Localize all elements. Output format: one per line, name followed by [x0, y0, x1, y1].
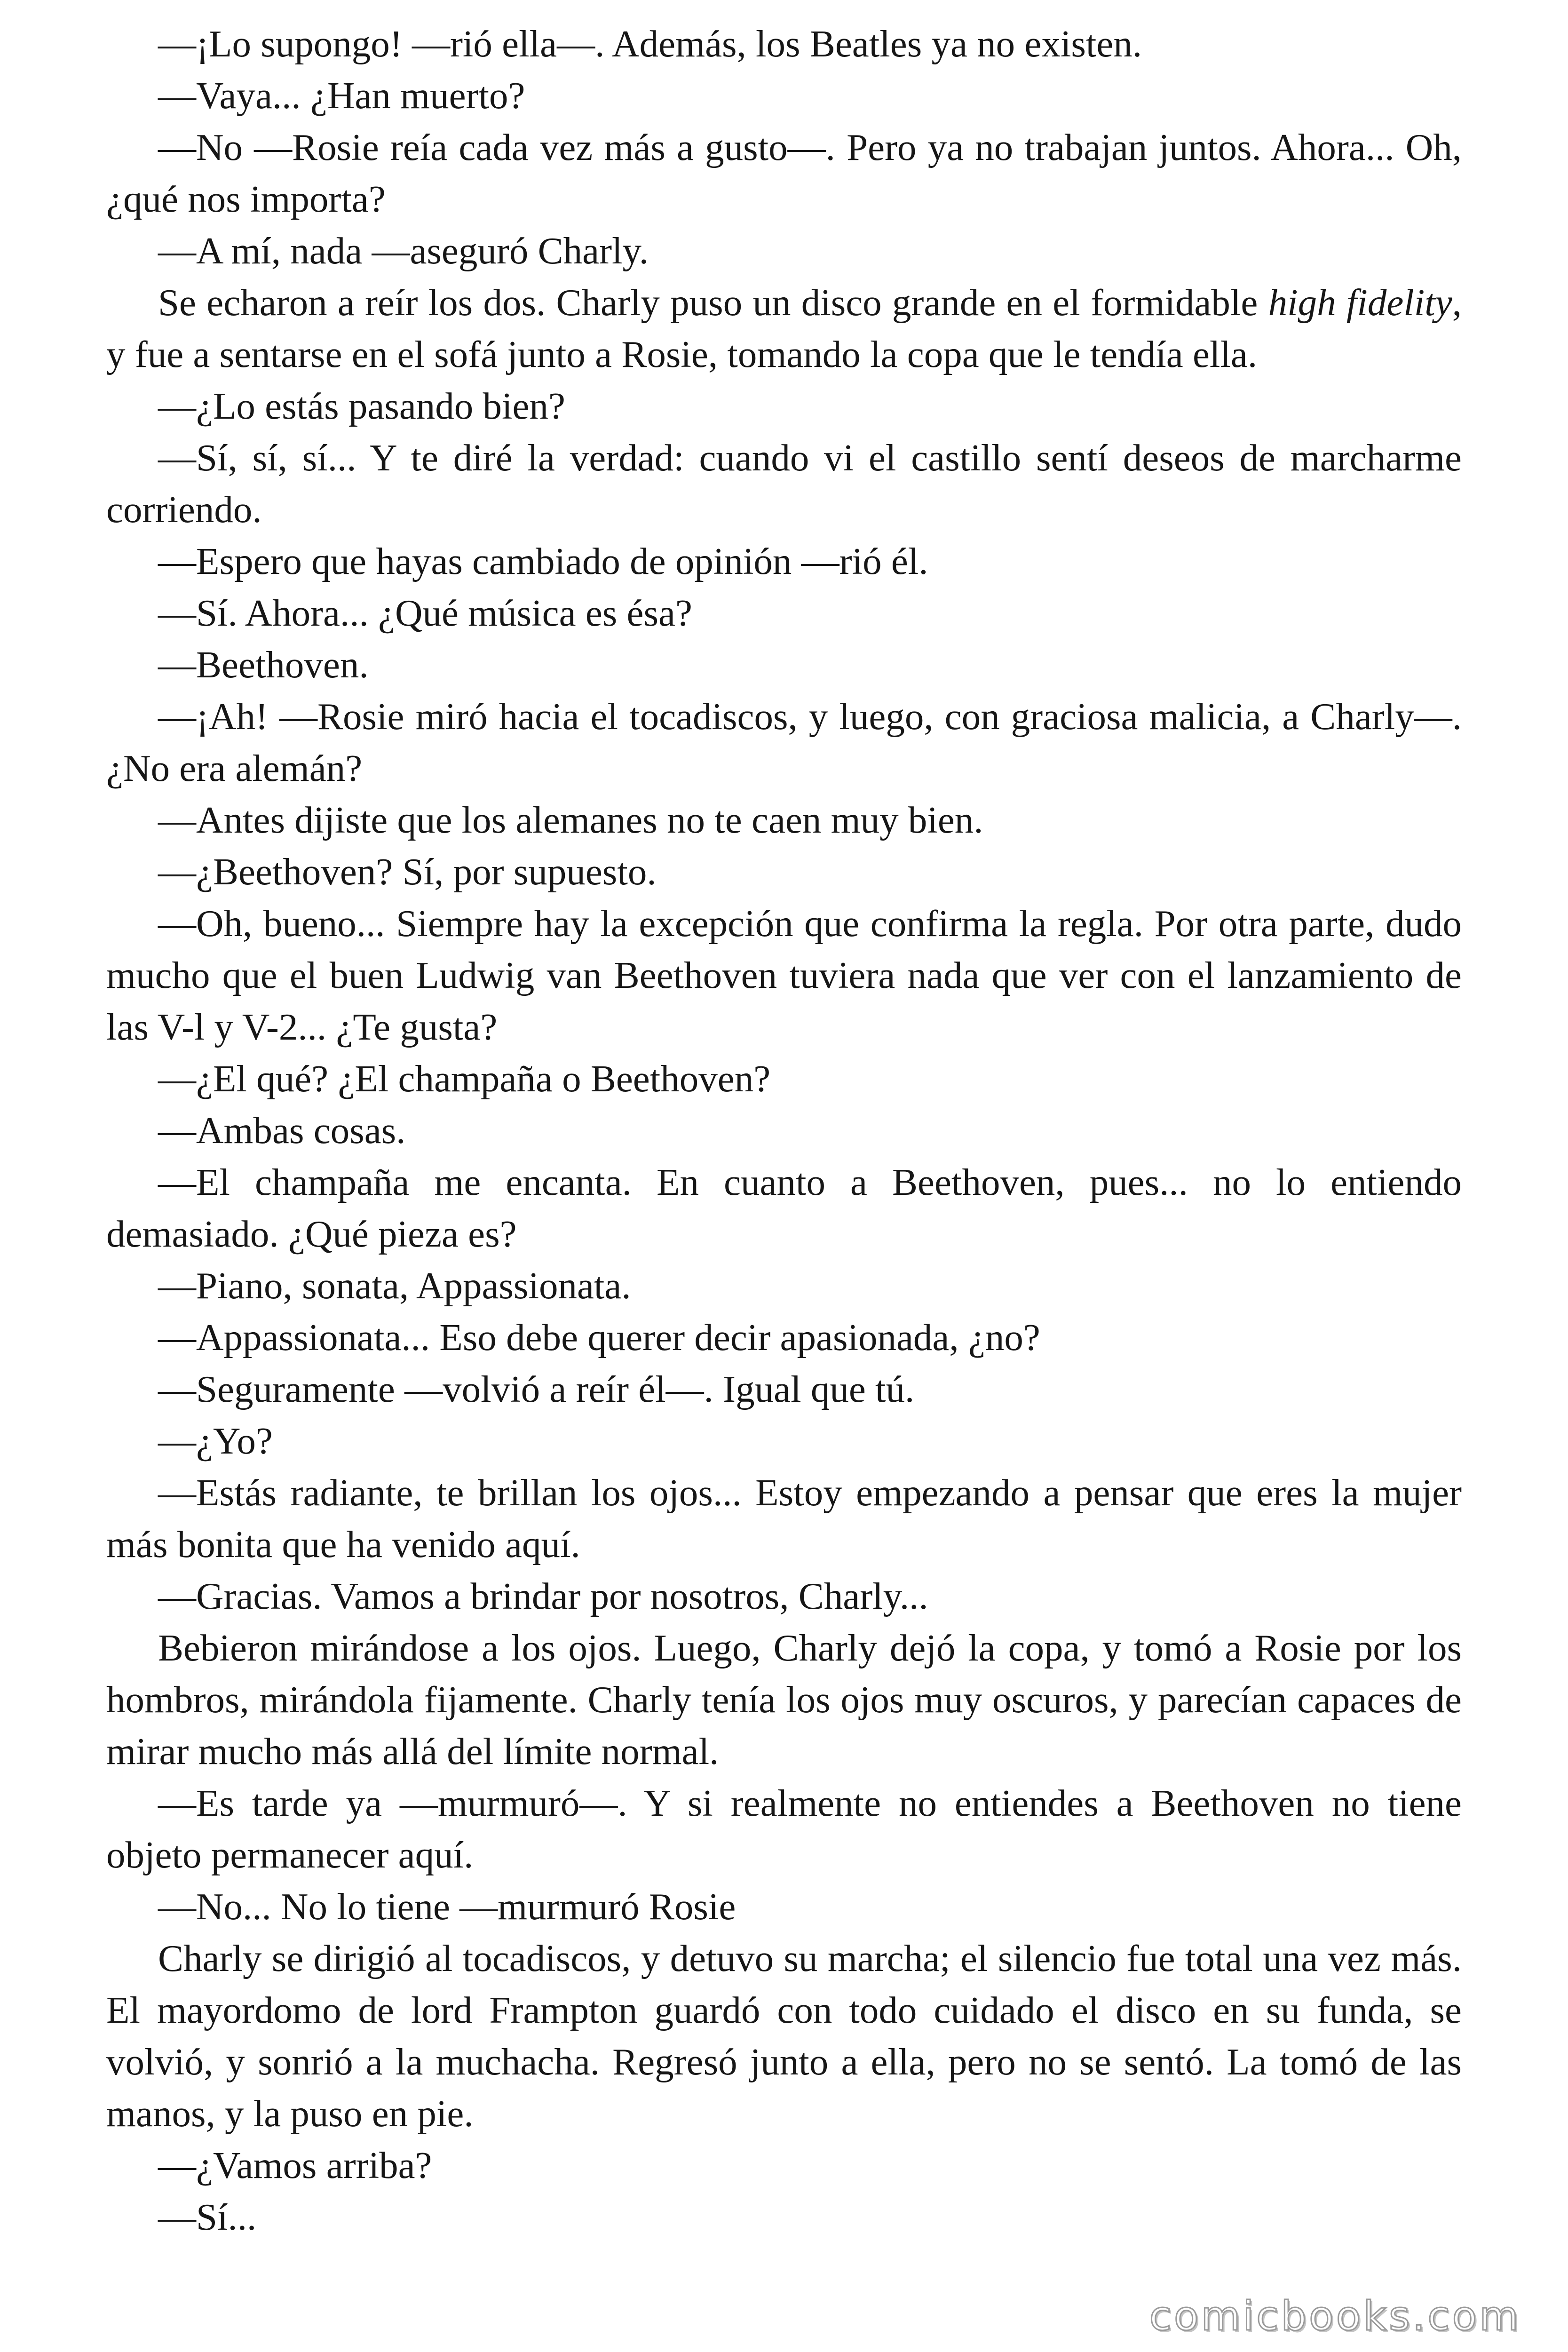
paragraph: Bebieron mirándose a los ojos. Luego, Charly dejó la copa, y tomó a Rosie por los hombros, mirándola fijamente. Charly tenía los ojos muy oscuros, y parecían capaces de mirar mucho más allá del límite normal. [106, 1627, 1462, 1772]
paragraph: —Sí, sí, sí... Y te diré la verdad: cuando vi el castillo sentí deseos de marcharme corriendo. [106, 437, 1462, 531]
paragraph: —Estás radiante, te brillan los ojos... Estoy empezando a pensar que eres la mujer más bonita que ha venido aquí. [106, 1471, 1462, 1565]
site-watermark: comicbooks.com [1149, 2293, 1521, 2340]
paragraph: —¿El qué? ¿El champaña o Beethoven? [158, 1057, 771, 1100]
paragraph-text-after: , y fue a sentarse en el sofá junto a Rosie, tomando la copa que le tendía ella. [106, 281, 1462, 375]
paragraph: —¡Lo supongo! —rió ella—. Además, los Beatles ya no existen. [158, 23, 1142, 65]
italic-phrase: high fidelity [1268, 281, 1452, 324]
paragraph: —Vaya... ¿Han muerto? [158, 74, 525, 117]
paragraph: Charly se dirigió al tocadiscos, y detuvo su marcha; el silencio fue total una vez más. El mayordomo de lord Frampton guardó con todo cuidado el disco en su funda, se volvió, y sonrió a la muchacha. Regresó junto a ella, pero no se sentó. La tomó de las manos, y la puso en pie. [106, 1937, 1462, 2135]
paragraph: —Piano, sonata, Appassionata. [158, 1264, 631, 1307]
paragraph: —Sí. Ahora... ¿Qué música es ésa? [158, 592, 692, 634]
paragraph: —Antes dijiste que los alemanes no te caen muy bien. [158, 799, 983, 841]
paragraph: —No —Rosie reía cada vez más a gusto—. Pero ya no trabajan juntos. Ahora... Oh, ¿qué nos importa? [106, 126, 1462, 220]
paragraph: —¿Yo? [158, 1420, 273, 1462]
paragraph: —Beethoven. [158, 644, 369, 686]
paragraph: —No... No lo tiene —murmuró Rosie [158, 1885, 736, 1928]
paragraph: —Gracias. Vamos a brindar por nosotros, Charly... [158, 1575, 928, 1617]
paragraph: —Seguramente —volvió a reír él—. Igual que tú. [158, 1368, 915, 1410]
paragraph: —Sí... [158, 2196, 257, 2238]
paragraph-text-before: Se echaron a reír los dos. Charly puso un disco grande en el formidable [158, 281, 1268, 324]
paragraph [106, 277, 1462, 380]
paragraph: —El champaña me encanta. En cuanto a Beethoven, pues... no lo entiendo demasiado. ¿Qué pieza es? [106, 1161, 1462, 1255]
paragraph: —A mí, nada —aseguró Charly. [158, 230, 649, 272]
paragraph: —Appassionata... Eso debe querer decir apasionada, ¿no? [158, 1316, 1040, 1359]
paragraph: —¿Lo estás pasando bien? [158, 385, 565, 427]
paragraph: —Es tarde ya —murmuró—. Y si realmente no entiendes a Beethoven no tiene objeto permanecer aquí. [106, 1782, 1462, 1876]
paragraph: —¿Vamos arriba? [158, 2144, 432, 2186]
paragraph: —¡Ah! —Rosie miró hacia el tocadiscos, y luego, con graciosa malicia, a Charly—. ¿No era alemán? [106, 695, 1462, 789]
paragraph: —Oh, bueno... Siempre hay la excepción que confirma la regla. Por otra parte, dudo mucho que el buen Ludwig van Beethoven tuviera nada que ver con el lanzamiento de las V-l y V-2... ¿Te gusta? [106, 902, 1462, 1048]
paragraph: —Espero que hayas cambiado de opinión —rió él. [158, 540, 928, 582]
book-page-text [106, 18, 1462, 2243]
paragraph: —Ambas cosas. [158, 1109, 406, 1152]
paragraph: —¿Beethoven? Sí, por supuesto. [158, 850, 657, 893]
